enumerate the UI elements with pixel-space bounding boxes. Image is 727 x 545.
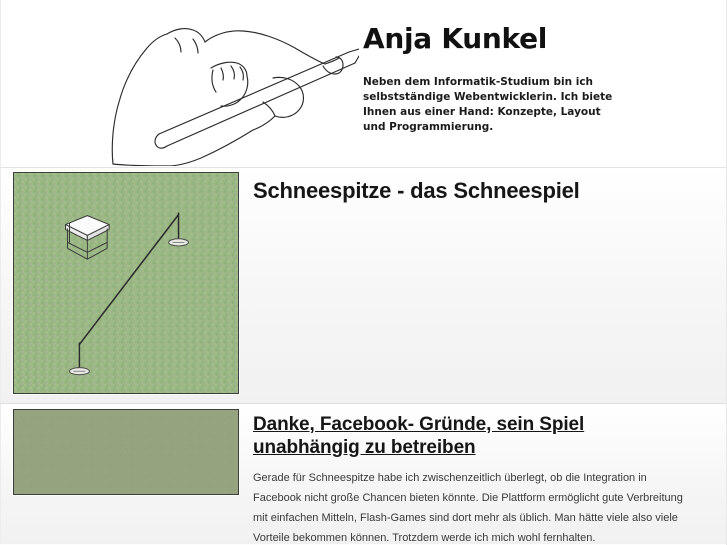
article-title-link[interactable]: Danke, Facebook- Gründe, sein Spiel unabhängig zu betreiben bbox=[253, 414, 585, 459]
article-entry bbox=[0, 404, 727, 544]
article-excerpt: Gerade für Schneespitze habe ich zwischenzeitlich überlegt, ob die Integration in Facebook nicht große Chancen bieten könnte. Die Plattform ermöglicht gute Verbreitung mit einfachen Mitteln, Flash-Games sind dort mehr als üblich. Man hätte viele also viele Vorteile bekommen können. Trotzdem werde ich mich wohl fernhalten. bbox=[253, 472, 683, 544]
article-thumbnail-facebook[interactable] bbox=[13, 409, 239, 495]
article-body bbox=[253, 404, 696, 544]
article-title: Schneespitze - das Schneespiel bbox=[253, 178, 580, 203]
site-header bbox=[0, 0, 727, 168]
article-title bbox=[253, 404, 696, 459]
article-body bbox=[253, 168, 696, 205]
site-tagline: Neben dem Informatik-Studium bin ich selbstständige Webentwicklerin. Ich biete Ihnen aus einer Hand: Konzepte, Layout und Programmierung. bbox=[363, 75, 613, 134]
article-thumbnail-schneespitze[interactable] bbox=[13, 172, 239, 394]
site-title: Anja Kunkel bbox=[363, 22, 548, 55]
brand-block bbox=[363, 24, 683, 136]
hand-pencil-logo-icon bbox=[97, 6, 359, 166]
article-entry bbox=[0, 168, 727, 404]
